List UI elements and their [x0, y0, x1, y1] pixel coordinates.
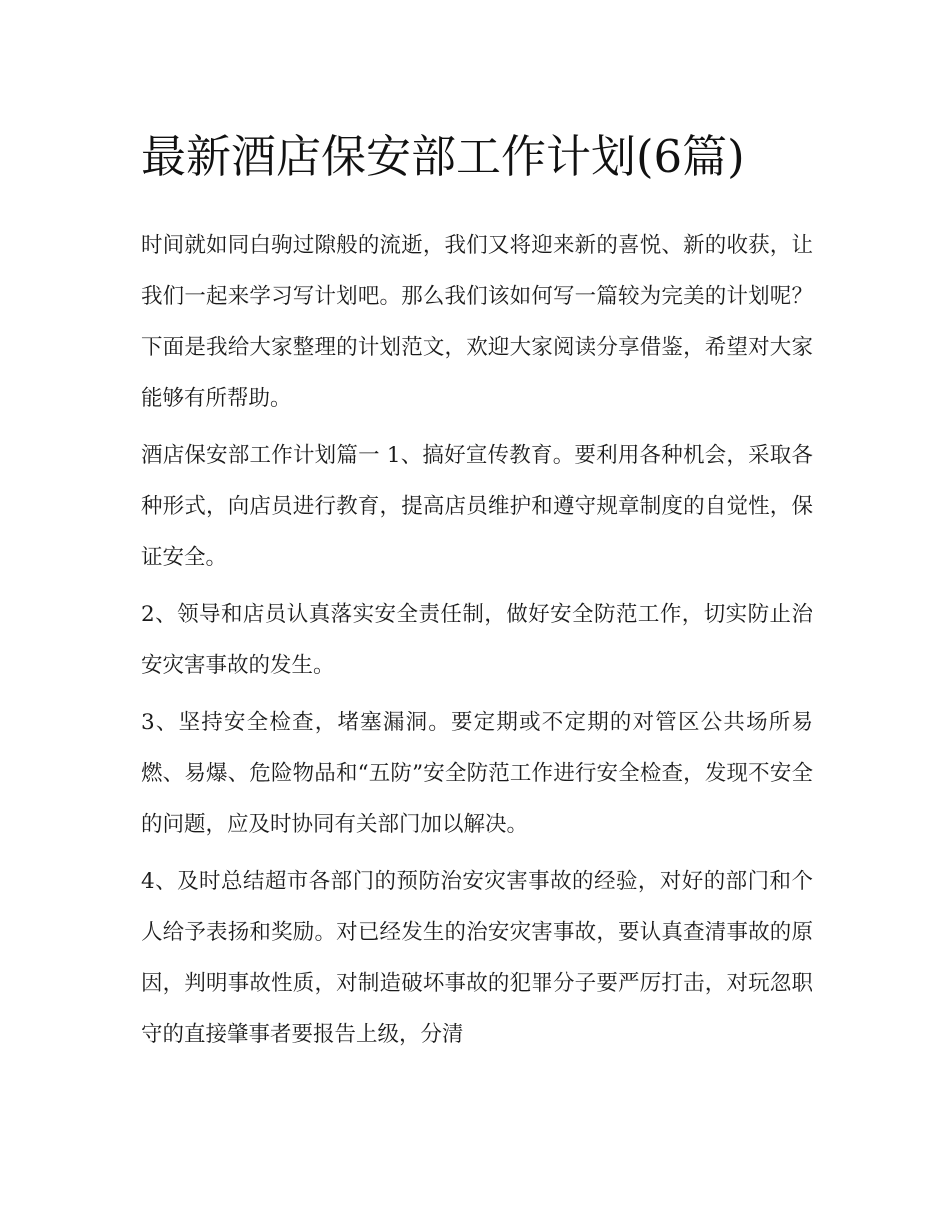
- body-paragraph-2: 2、领导和店员认真落实安全责任制，做好安全防范工作，切实防止治安灾害事故的发生。: [141, 602, 813, 678]
- intro-paragraph: 时间就如同白驹过隙般的流逝，我们又将迎来新的喜悦、新的收获，让我们一起来学习写计划吧。那么我们该如何写一篇较为完美的计划呢？下面是我给大家整理的计划范文，欢迎大家阅读分享借鉴，希望对大家能够有所帮助。: [141, 233, 813, 411]
- body-paragraph-4: 4、及时总结超市各部门的预防治安灾害事故的经验，对好的部门和个人给予表扬和奖励。对已经发生的治安灾害事故，要认真查清事故的原因，判明事故性质，对制造破坏事故的犯罪分子要严厉打击，对玩忽职守的直接肇事者要报告上级，分清: [141, 869, 813, 1047]
- body-paragraph-1: 酒店保安部工作计划篇一 1、搞好宣传教育。要利用各种机会，采取各种形式，向店员进行教育，提高店员维护和遵守规章制度的自觉性，保证安全。: [141, 443, 813, 570]
- document-page: [141, 118, 813, 1060]
- document-title: 最新酒店保安部工作计划(6篇): [141, 130, 745, 183]
- body-paragraph-3: 3、坚持安全检查，堵塞漏洞。要定期或不定期的对管区公共场所易燃、易爆、危险物品和“五防”安全防范工作进行安全检查，发现不安全的问题，应及时协同有关部门加以解决。: [141, 710, 813, 837]
